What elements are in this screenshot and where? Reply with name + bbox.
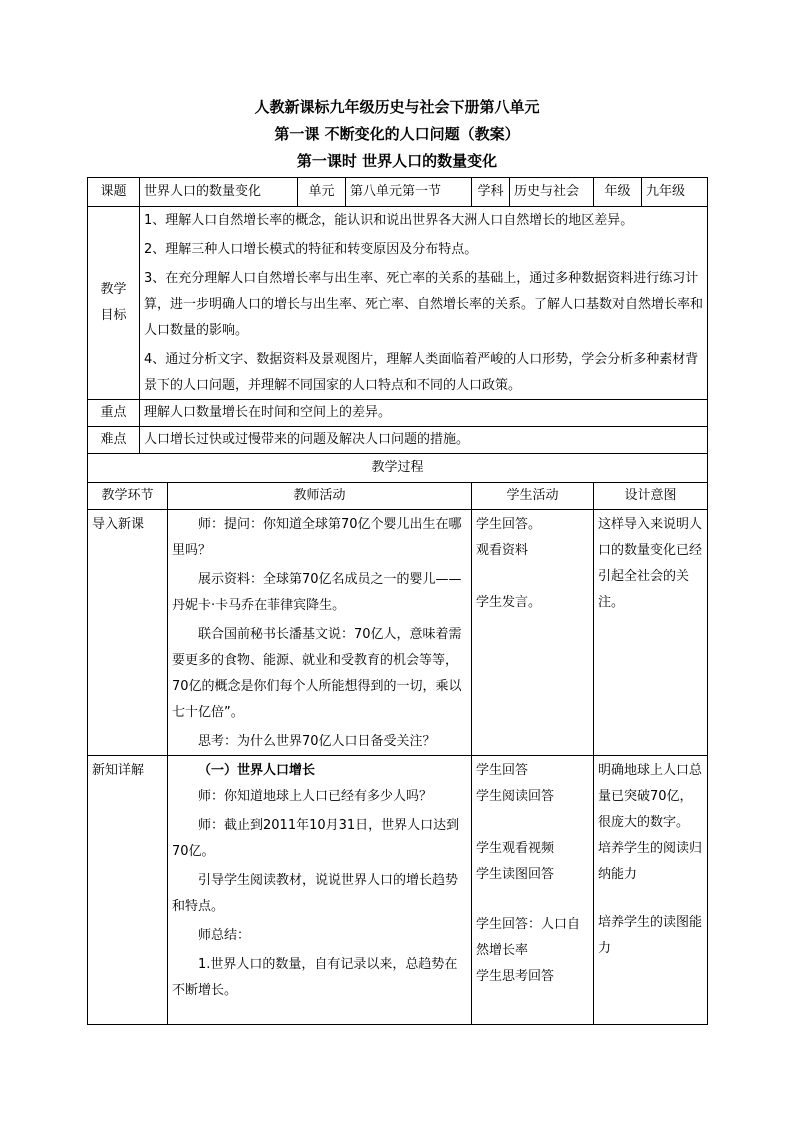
document-header bbox=[0, 94, 794, 175]
section-title: （一）世界人口增长 bbox=[198, 763, 316, 778]
topic-value: 世界人口的数量变化 bbox=[140, 178, 298, 207]
header-intent: 设计意图 bbox=[594, 483, 708, 510]
student-activity: 学生回答。 bbox=[476, 517, 542, 532]
student-activity: 学生回答 bbox=[476, 763, 529, 778]
grade-value: 九年级 bbox=[642, 178, 708, 207]
objective-item: 2、理解三种人口增长模式的特征和转变原因及分布特点。 bbox=[144, 242, 478, 257]
student-activity: 学生阅读回答 bbox=[476, 789, 555, 804]
teacher-paragraph: 师：提问：你知道全球第70亿个婴儿出生在哪里吗？ bbox=[172, 517, 462, 558]
student-activity: 学生思考回答 bbox=[476, 969, 555, 984]
objective-item: 4、通过分析文字、数据资料及景观图片，理解人类面临着严峻的人口形势，学会分析多种素材背景下的人口问题，并理解不同国家的人口特点和不同的人口政策。 bbox=[144, 352, 699, 393]
teacher-paragraph: 思考：为什么世界70亿人口日备受关注？ bbox=[198, 734, 436, 749]
intro-intent: 这样导入来说明人口的数量变化已经引起全社会的关注。 bbox=[594, 510, 708, 756]
teacher-paragraph: 引导学生阅读教材，说说世界人口的增长趋势和特点。 bbox=[172, 873, 459, 914]
student-activity: 学生读图回答 bbox=[476, 867, 555, 882]
teacher-paragraph: 师：你知道地球上人口已经有多少人吗？ bbox=[198, 789, 433, 804]
grade-label: 年级 bbox=[594, 178, 642, 207]
header-student: 学生活动 bbox=[472, 483, 594, 510]
header-teacher: 教师活动 bbox=[168, 483, 472, 510]
period-title: 第一课时 世界人口的数量变化 bbox=[296, 152, 498, 170]
intent-item: 明确地球上人口总量已突破70亿，很庞大的数字。 bbox=[598, 763, 703, 830]
process-title: 教学过程 bbox=[88, 454, 708, 483]
key-point-row bbox=[88, 400, 708, 427]
objectives-label-line1: 教学 bbox=[100, 282, 127, 297]
unit-label: 单元 bbox=[298, 178, 346, 207]
key-point-label: 重点 bbox=[88, 400, 140, 427]
new-knowledge-row bbox=[88, 756, 708, 1025]
document-title: 人教新课标九年级历史与社会下册第八单元 bbox=[254, 98, 540, 116]
new-knowledge-teacher bbox=[168, 756, 472, 1025]
student-activity: 学生回答：人口自然增长率 bbox=[476, 917, 581, 958]
teacher-paragraph: 师总结： bbox=[198, 928, 251, 943]
info-row bbox=[88, 178, 708, 207]
objectives-content bbox=[140, 207, 708, 400]
objectives-row bbox=[88, 207, 708, 400]
new-knowledge-intent bbox=[594, 756, 708, 1025]
difficulty-row bbox=[88, 427, 708, 454]
teacher-paragraph: 联合国前秘书长潘基文说：70亿人，意味着需要更多的食物、能源、就业和受教育的机会等等，70亿的概念是你们每个人所能想得到的一切，乘以七十亿倍”。 bbox=[172, 627, 462, 720]
new-knowledge-stage: 新知详解 bbox=[88, 756, 168, 1025]
subject-value: 历史与社会 bbox=[510, 178, 594, 207]
objective-item: 3、在充分理解人口自然增长率与出生率、死亡率的关系的基础上，通过多种数据资料进行练习计算，进一步明确人口的增长与出生率、死亡率、自然增长率的关系。了解人口基数对自然增长率和人口数量的影响。 bbox=[144, 271, 704, 338]
intent-item: 培养学生的读图能力 bbox=[598, 915, 703, 956]
unit-value: 第八单元第一节 bbox=[346, 178, 472, 207]
intro-teacher bbox=[168, 510, 472, 756]
process-title-row bbox=[88, 454, 708, 483]
student-activity: 观看资料 bbox=[476, 543, 529, 558]
subject-label: 学科 bbox=[472, 178, 510, 207]
objectives-label-line2: 目标 bbox=[100, 308, 127, 323]
key-point-text: 理解人口数量增长在时间和空间上的差异。 bbox=[140, 400, 708, 427]
intro-student bbox=[472, 510, 594, 756]
objective-item: 1、理解人口自然增长率的概念，能认识和说出世界各大洲人口自然增长的地区差异。 bbox=[144, 213, 634, 228]
topic-label: 课题 bbox=[88, 178, 140, 207]
teacher-paragraph: 展示资料：全球第70亿名成员之一的婴儿——丹妮卡·卡马乔在菲律宾降生。 bbox=[172, 572, 462, 613]
lesson-title: 第一课 不断变化的人口问题（教案） bbox=[274, 125, 520, 143]
student-activity: 学生发言。 bbox=[476, 595, 542, 610]
objectives-label bbox=[88, 207, 140, 400]
new-knowledge-student bbox=[472, 756, 594, 1025]
difficulty-text: 人口增长过快或过慢带来的问题及解决人口问题的措施。 bbox=[140, 427, 708, 454]
header-stage: 教学环节 bbox=[88, 483, 168, 510]
difficulty-label: 难点 bbox=[88, 427, 140, 454]
teacher-paragraph: 师：截止到2011年10月31日，世界人口达到70亿。 bbox=[172, 818, 460, 859]
intro-row bbox=[88, 510, 708, 756]
lesson-plan-table bbox=[87, 177, 708, 1025]
process-header-row bbox=[88, 483, 708, 510]
intro-stage: 导入新课 bbox=[88, 510, 168, 756]
student-activity: 学生观看视频 bbox=[476, 841, 555, 856]
teacher-paragraph: 1.世界人口的数量，自有记录以来，总趋势在不断增长。 bbox=[172, 957, 458, 998]
intent-item: 培养学生的阅读归纳能力 bbox=[598, 841, 703, 882]
